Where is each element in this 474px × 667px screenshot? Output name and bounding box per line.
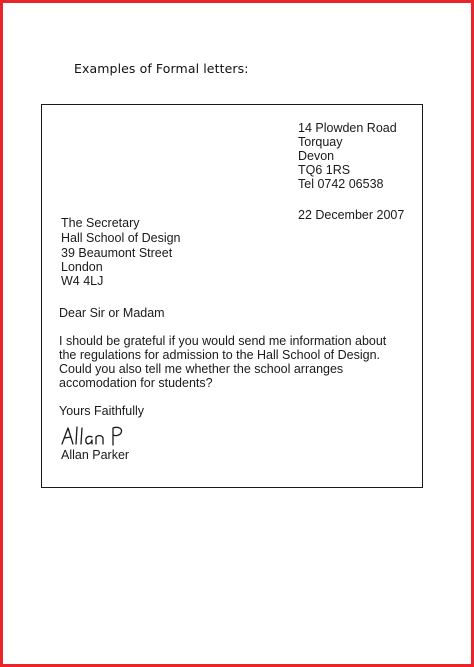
page-heading: Examples of Formal letters:	[74, 61, 249, 76]
handwritten-signature	[61, 425, 151, 447]
signer-name: Allan Parker	[61, 448, 130, 462]
letter-date: 22 December 2007	[298, 208, 405, 222]
sender-address-line-5: Tel 0742 06538	[298, 177, 384, 191]
recipient-address-line-3: 39 Beaumont Street	[61, 246, 173, 260]
recipient-address-line-5: W4 4LJ	[61, 274, 104, 288]
recipient-address-line-2: Hall School of Design	[61, 231, 181, 245]
sender-address-line-2: Torquay	[298, 135, 343, 149]
body-line-2: the regulations for admission to the Hall School of Design.	[59, 348, 381, 362]
sender-address-line-1: 14 Plowden Road	[298, 121, 397, 135]
recipient-address-line-1: The Secretary	[61, 216, 140, 230]
body-line-3: Could you also tell me whether the school arranges	[59, 362, 344, 376]
salutation: Dear Sir or Madam	[59, 306, 165, 320]
body-line-1: I should be grateful if you would send me information about	[59, 334, 387, 348]
recipient-address-line-4: London	[61, 260, 103, 274]
sender-address-line-3: Devon	[298, 149, 335, 163]
body-line-4: accomodation for students?	[59, 376, 213, 390]
sender-address-line-4: TQ6 1RS	[298, 163, 351, 177]
closing: Yours Faithfully	[59, 404, 144, 418]
